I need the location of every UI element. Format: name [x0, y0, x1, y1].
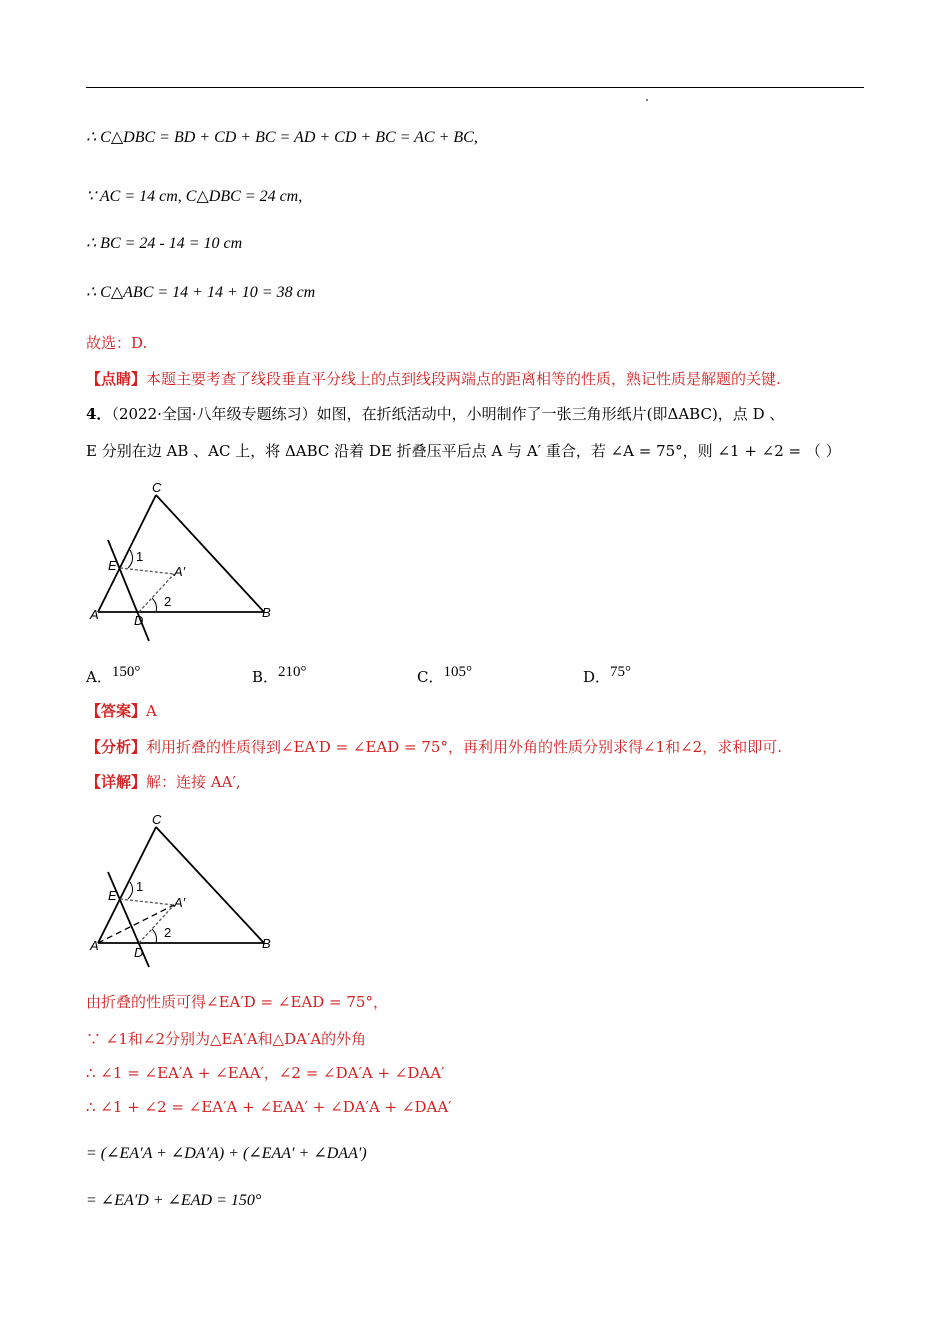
answer-text: A: [146, 702, 157, 720]
option-b-value: 210°: [278, 664, 307, 680]
detail: [86, 772, 241, 792]
question-line-2: E 分别在边 AB 、AC 上，将 ΔABC 沿着 DE 折叠压平后点 A 与 A′ 重合，若 ∠A = 75°，则 ∠1 + ∠2 = （ ）: [86, 442, 841, 460]
step-6: = ∠EA′D + ∠EAD = 150°: [86, 1192, 262, 1209]
angle-arc-2-2: [152, 929, 157, 943]
label-a: A: [90, 607, 99, 622]
analysis-text: 利用折叠的性质得到∠EA′D = ∠EAD = 75°，再利用外角的性质分别求得∠1和∠2，求和即可.: [146, 738, 782, 756]
label-e-2: E: [108, 888, 117, 903]
segment-ea-prime: [120, 568, 174, 574]
step-2: ∵ ∠1和∠2分别为△EA′A和△DA′A的外角: [86, 1030, 367, 1048]
step-1: 由折叠的性质可得∠EA′D = ∠EAD = 75°，: [86, 993, 388, 1011]
header-dot: [646, 99, 648, 101]
angle-arc-1-2: [128, 882, 133, 899]
solution-line-3: ∴ BC = 24 - 14 = 10 cm: [86, 235, 243, 252]
option-d[interactable]: [583, 666, 631, 687]
angle-arc-1: [128, 550, 133, 568]
option-b[interactable]: [252, 666, 307, 687]
label-2: 2: [164, 594, 172, 609]
triangle-figure-1: [86, 478, 286, 653]
label-b-2: B: [262, 936, 271, 951]
option-c-value: 105°: [443, 664, 472, 680]
segment-ea-prime-2: [120, 899, 174, 905]
option-a-value: 150°: [111, 664, 141, 680]
question-line-1: [86, 404, 784, 424]
solution-line-4: ∴ C△ABC = 14 + 14 + 10 = 38 cm: [86, 284, 316, 301]
label-a-2: A: [90, 938, 99, 953]
angle-arc-2: [152, 598, 157, 612]
segment-cb-2: [156, 827, 264, 943]
triangle-figure-2: [86, 810, 286, 970]
label-a-prime-2: A′: [174, 895, 186, 910]
question-text-1: （2022·全国·八年级专题练习）如图，在折纸活动中，小明制作了一张三角形纸片(即ΔABC)，点 D 、: [111, 405, 785, 423]
step-3: ∴ ∠1 = ∠EA′A + ∠EAA′，∠2 = ∠DA′A + ∠DAA′: [86, 1064, 445, 1082]
label-d-2: D: [134, 945, 144, 960]
solution-line-2: ∵ AC = 14 cm, C△DBC = 24 cm,: [86, 188, 303, 205]
header-rule: [86, 87, 864, 88]
label-b: B: [262, 605, 271, 620]
option-c-letter: C．: [417, 668, 444, 686]
step-4: ∴ ∠1 + ∠2 = ∠EA′A + ∠EAA′ + ∠DA′A + ∠DAA′: [86, 1098, 452, 1116]
label-d: D: [134, 613, 144, 628]
label-1: 1: [136, 549, 144, 564]
solution-line-1: ∴ C△DBC = BD + CD + BC = AD + CD + BC = AC + BC,: [86, 129, 478, 146]
segment-ac-2: [98, 827, 156, 943]
option-c[interactable]: [417, 666, 472, 687]
detail-text: 解：连接 AA′,: [146, 773, 241, 791]
label-e: E: [108, 558, 117, 573]
segment-ac: [98, 495, 156, 612]
detail-tag: 【详解】: [86, 773, 147, 791]
label-c: C: [152, 480, 162, 495]
segment-cb: [156, 495, 264, 612]
option-d-value: 75°: [610, 664, 632, 680]
label-2-2: 2: [164, 925, 172, 940]
dianjing-tag: 【点睛】: [86, 370, 147, 388]
option-a[interactable]: [86, 666, 140, 687]
answer-tag: 【答案】: [86, 702, 147, 720]
step-5: = (∠EA′A + ∠DA′A) + (∠EAA′ + ∠DAA′): [86, 1145, 367, 1162]
analysis: [86, 737, 782, 757]
option-a-letter: A．: [86, 668, 112, 686]
label-1-2: 1: [136, 879, 144, 894]
label-c-2: C: [152, 812, 162, 827]
analysis-tag: 【分析】: [86, 738, 147, 756]
answer: [86, 701, 157, 721]
dianjing: [86, 369, 781, 389]
option-d-letter: D．: [583, 668, 611, 686]
choice-prev: 故选：D.: [86, 334, 148, 352]
label-a-prime: A′: [174, 564, 186, 579]
option-b-letter: B．: [252, 668, 279, 686]
question-number: 4．: [86, 405, 112, 423]
dianjing-text: 本题主要考查了线段垂直平分线上的点到线段两端点的距离相等的性质，熟记性质是解题的关键.: [146, 370, 781, 388]
